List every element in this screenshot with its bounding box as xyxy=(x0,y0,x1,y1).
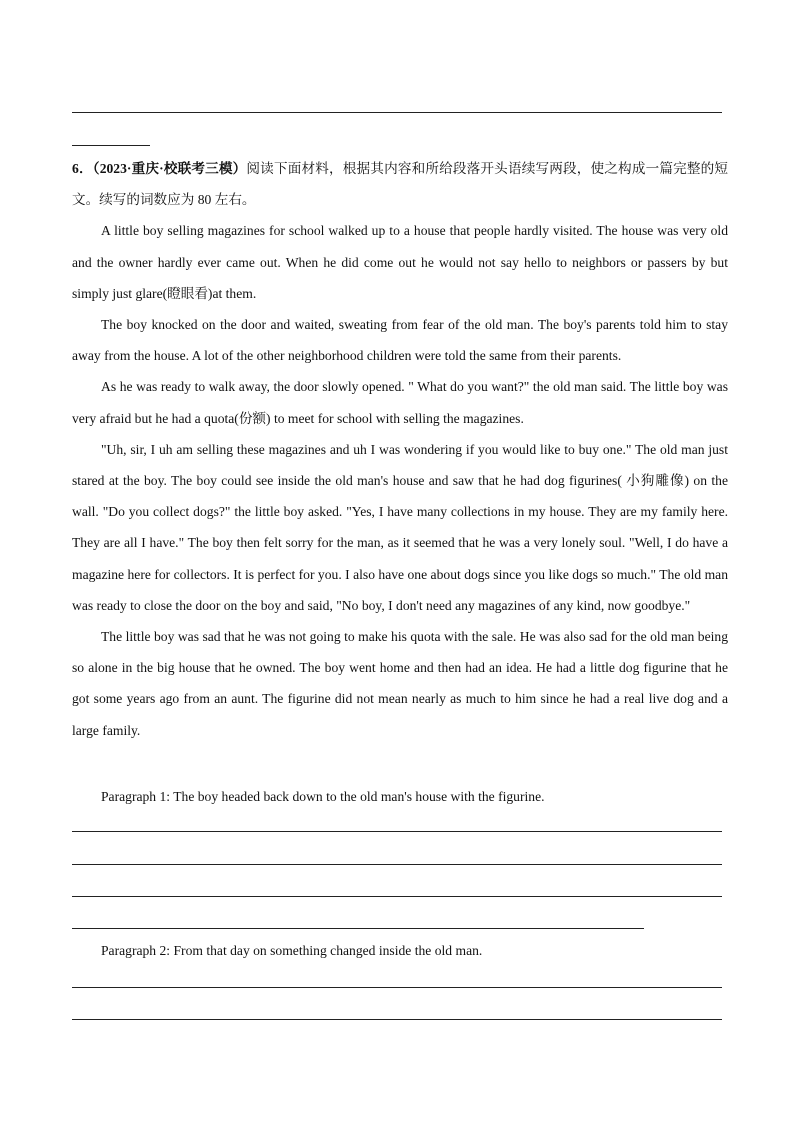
paragraph2-prompt: Paragraph 2: From that day on something changed inside the old man. xyxy=(101,943,483,958)
question-number: 6． xyxy=(72,161,93,176)
passage-paragraph: The boy knocked on the door and waited, sweating from fear of the old man. The boy's parents told him to stay away from the house. A lot of the other neighborhood children were told the same from their parents. xyxy=(72,317,728,364)
passage-paragraph: As he was ready to walk away, the door slowly opened. " What do you want?" the old man said. The little boy was very afraid but he had a quota(份额) to meet for school with selling the magazines. xyxy=(72,379,728,426)
paragraph1-prompt: Paragraph 1: The boy headed back down to the old man's house with the figurine. xyxy=(101,789,545,804)
question-block xyxy=(72,153,728,746)
passage-paragraph: A little boy selling magazines for school walked up to a house that people hardly visited. The house was very old and the owner hardly ever came out. When he did come out he would not say hello to neighbors or passers by but simply just glare(瞪眼看)at them. xyxy=(72,223,728,301)
writing-line[interactable] xyxy=(72,831,722,832)
writing-line[interactable] xyxy=(72,987,722,988)
question-instruction: 阅读下面材料，根据其内容和所给段落开头语续写两段，使之构成一篇完整的短文。续写的词数应为 80 左右。 xyxy=(72,161,728,208)
passage-paragraph: The little boy was sad that he was not going to make his quota with the sale. He was also sad for the old man being so alone in the big house that he owned. The boy went home and then had an idea. He had a little dog figurine that he got some years ago from an aunt. The figurine did not mean nearly as much to him since he had a real live dog and a large family. xyxy=(72,629,728,738)
passage-paragraph: "Uh, sir, I uh am selling these magazines and uh I was wondering if you would like to buy one." The old man just stared at the boy. The boy could see inside the old man's house and saw that he had dog figurines( 小狗雕像) on the wall. "Do you collect dogs?" the little boy asked. "Yes, I have many collections in my house. They are my family here. They are all I have." The boy then felt sorry for the man, as it seemed that he was a very lonely soul. "Well, I do have a magazine here for collectors. It is perfect for you. I also have one about dogs since you like dogs so much." The old man was ready to close the door on the boy and said, "No boy, I don't need any magazines of any kind, now goodbye." xyxy=(72,441,728,613)
writing-line[interactable] xyxy=(72,896,722,897)
question-source: （2023·重庆·校联考三模） xyxy=(92,161,247,176)
answer-line xyxy=(72,112,722,113)
writing-line[interactable] xyxy=(72,928,644,929)
question-header xyxy=(72,153,728,215)
answer-line-short xyxy=(72,145,150,146)
writing-line[interactable] xyxy=(72,864,722,865)
writing-line[interactable] xyxy=(72,1019,722,1020)
